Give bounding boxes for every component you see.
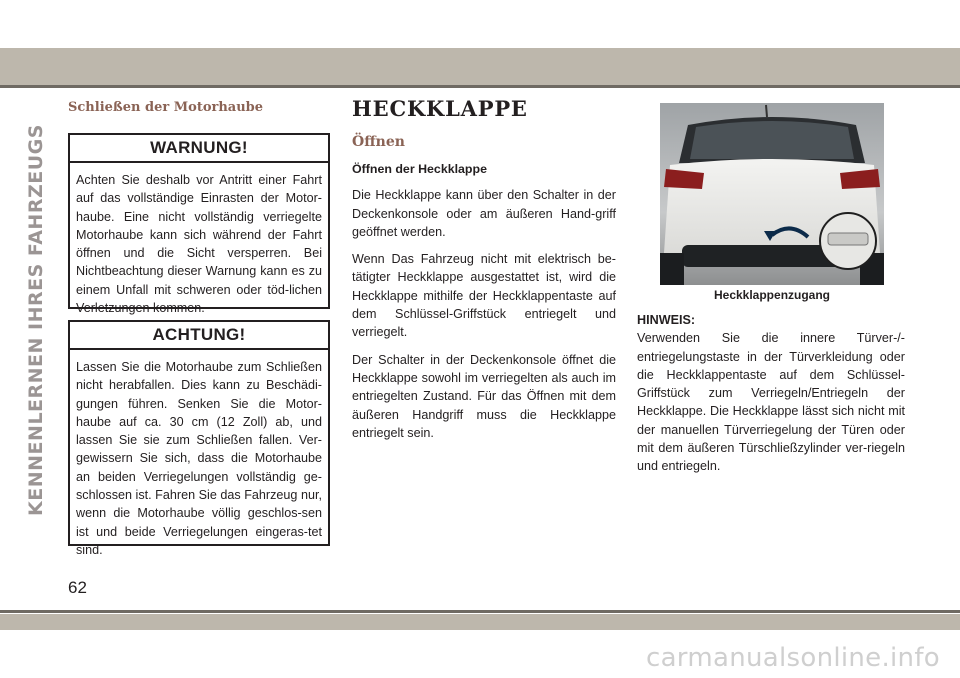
caution-text: Lassen Sie die Motorhaube zum Schließen nicht herabfallen. Dies kann zu Beschädi-gungen führen. Senken Sie die Motor-haube auf ca. 30 cm (12 Zoll) ab, und lassen Sie sie zum Schließen fallen. Ver-gewissern Sie sich, dass die Motorhaube an beiden Verriegelungen vollständig ge-schlossen ist. Fahren Sie das Fahrzeug nur, wenn die Motorhaube völlig geschlos-sen ist und beide Verriegelungen eingeras-tet sind. xyxy=(76,360,322,557)
header-rule xyxy=(0,85,960,88)
caution-title: ACHTUNG! xyxy=(70,322,328,350)
section-heading-tailgate: HECKKLAPPE xyxy=(352,96,528,121)
page-number: 62 xyxy=(68,578,87,597)
opening-tailgate-heading: Öffnen der Heckklappe xyxy=(352,162,487,176)
note-text: Verwenden Sie die innere Türver-/-entriegelungstaste in der Türverkleidung oder die Heckklappentaste auf dem Schlüssel-Griffstück zum Verriegeln/Entriegeln der Heckklappe. Die Heckklappe lässt sich nicht mit der manuellen Türverriegelung der Türen oder mit dem äußeren Türschließzylinder ver-riegeln und entriegeln. xyxy=(637,331,905,474)
hood-closing-heading: Schließen der Motorhaube xyxy=(68,100,264,115)
note-column xyxy=(637,311,905,476)
footer-band xyxy=(0,614,960,630)
section-side-tab xyxy=(24,100,48,540)
watermark-text: carmanualsonline.info xyxy=(645,643,940,673)
warning-box xyxy=(68,133,330,316)
warning-title: WARNUNG! xyxy=(70,135,328,163)
header-band xyxy=(0,48,960,85)
paragraph: Die Heckklappe kann über den Schalter in der Deckenkonsole oder am äußeren Hand-griff geöffnet werden. xyxy=(352,188,616,239)
caution-box xyxy=(68,320,330,557)
note-label: HINWEIS: xyxy=(637,313,696,327)
side-tab-label: KENNENLERNEN IHRES FAHRZEUGS xyxy=(25,124,47,516)
photo-caption: Heckklappenzugang xyxy=(713,288,831,302)
subheading-opening: Öffnen xyxy=(352,134,405,150)
warning-text: Achten Sie deshalb vor Antritt einer Fahrt auf das vollständige Einrasten der Motor-haube. Eine nicht vollständig verriegelte Motorhaube kann sich während der Fahrt öffnen und die Sicht versperren. Bei Nichtbeachtung dieser Warnung kann es zu einem Unfall mit schweren oder töd-lichen Verletzungen kommen. xyxy=(76,173,322,316)
tailgate-access-photo xyxy=(660,103,884,285)
paragraph: Wenn Das Fahrzeug nicht mit elektrisch be-tätigter Heckklappe ausgestattet ist, wird die Heckklappe mithilfe der Heckklappentaste auf dem Schlüssel-Griffstück entriegelt und verriegelt. xyxy=(352,252,616,340)
paragraph: Der Schalter in der Deckenkonsole öffnet die Heckklappe sowohl im verriegelten als auch im entriegelten Zustand. Für das Öffnen mit dem äußeren Handgriff muss die Heckklappe entriegelt sein. xyxy=(352,352,616,440)
tailgate-text-column xyxy=(352,160,616,451)
footer-rule xyxy=(0,610,960,613)
